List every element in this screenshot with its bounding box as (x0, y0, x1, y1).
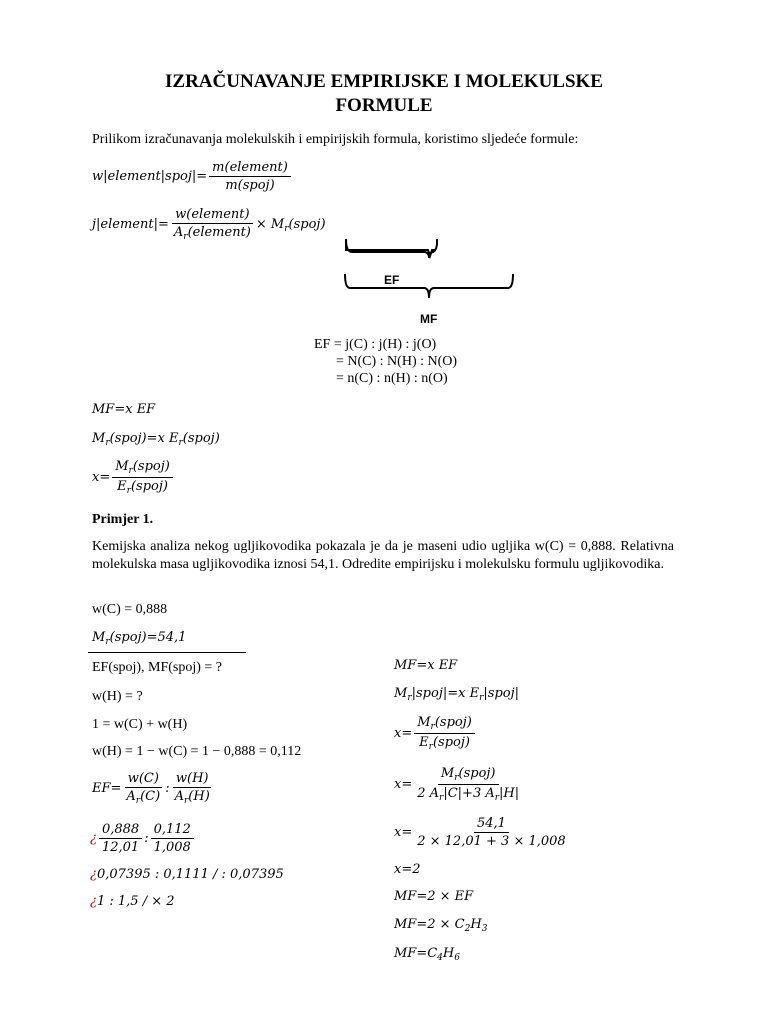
w-formula-fraction (209, 160, 291, 193)
ef-brace-left (346, 240, 436, 256)
right-step-2: $M_r|spoj|=x$ $E_r|spoj|$ (394, 686, 520, 703)
example-heading: Primjer 1. (92, 512, 154, 527)
j-formula-rhs: × $M_r(spoj)$ (255, 217, 326, 234)
left-step-8: ¿1 : 1,5 / × 2 (90, 894, 175, 909)
right-step-7: MF=2 × EF (394, 889, 474, 904)
left-step-2: 1 = w(C) + w(H) (92, 717, 188, 732)
mr-general-formula: $M_r(spoj)=x$ $E_r(spoj)$ (92, 431, 220, 448)
title-line-1: IZRAČUNAVANJE EMPIRIJSKE I MOLEKULSKE (165, 71, 603, 92)
mf-brace (345, 274, 513, 298)
j-formula-denominator: $A_r(element)$ (173, 225, 251, 242)
right-step-6: x=2 (394, 862, 421, 877)
example-problem: Kemijska analiza nekog ugljikovodika pokazala je da je maseni udio ugljika w(C) = 0,888. Relativna molekulska masa ugljikovodika iznosi 54,1. Odredite empirijsku i molekulsku formulu ugljikovodika. (92, 539, 674, 572)
w-formula-lhs: w|element|spoj|= (92, 169, 208, 184)
mf-general-formula: MF=x EF (92, 402, 156, 417)
left-ef-formula: EF= $\frac{w(C)}{A_r(C)}$ : $\frac{w(H)}{A_r(H)}$ (92, 771, 210, 806)
brace-diagram (340, 236, 520, 306)
w-formula-numerator: m(element) (209, 160, 291, 177)
given-divider (88, 652, 246, 653)
given-mass-fraction: w(C) = 0,888 (92, 602, 168, 617)
j-formula-numerator: w(element) (172, 207, 252, 224)
ef-ratio-block (314, 336, 457, 387)
unknown-line: EF(spoj), MF(spoj) = ? (92, 660, 223, 675)
ef-ratio-line-2: = N(C) : N(H) : N(O) (336, 354, 458, 369)
ef-label: EF (384, 273, 400, 287)
ef-ratio-line-1: EF = j(C) : j(H) : j(O) (314, 337, 437, 352)
mf-label: MF (420, 312, 438, 326)
j-formula-lhs: j|element|= (92, 217, 169, 232)
right-step-5: x= $\frac{54,1}{2 \times 12,01 + 3 \times 1,008}$ (394, 816, 566, 849)
right-step-9: $MF=C_4H_6$ (394, 946, 460, 963)
x-general-formula: x= $\frac{M_r(spoj)}{E_r(spoj)}$ (92, 459, 175, 496)
right-step-4: x= $\frac{M_r(spoj)}{2 A_r|C|+3 A_r|H|}$ (394, 766, 520, 803)
j-formula (92, 207, 326, 242)
given-molar-mass: $M_r(spoj)=54,1$ (92, 630, 187, 647)
page-title (0, 70, 768, 118)
j-formula-fraction (171, 207, 254, 242)
right-step-8: $MF=2 \times C_2H_3$ (394, 917, 488, 934)
right-step-3: x= $\frac{M_r(spoj)}{E_r(spoj)}$ (394, 715, 477, 752)
title-line-2: FORMULE (335, 95, 433, 116)
ef-brace (346, 239, 437, 258)
left-step-1: w(H) = ? (92, 689, 143, 704)
left-step-3: w(H) = 1 − w(C) = 1 − 0,888 = 0,112 (92, 744, 302, 759)
mass-fraction-formula (92, 160, 293, 193)
intro-paragraph: Prilikom izračunavanja molekulskih i empirijskih formula, koristimo sljedeće formule: (92, 132, 579, 147)
left-numeric-ratio: ¿ $\frac{0,888}{12,01}$ : $\frac{0,112}{1,008}$ (90, 822, 196, 855)
w-formula-denominator: m(spoj) (225, 178, 275, 193)
ef-ratio-line-3: = n(C) : n(H) : n(O) (336, 371, 448, 386)
left-step-7: ¿0,07395 : 0,1111 / : 0,07395 (90, 867, 284, 882)
right-step-1: MF=x EF (394, 658, 458, 673)
